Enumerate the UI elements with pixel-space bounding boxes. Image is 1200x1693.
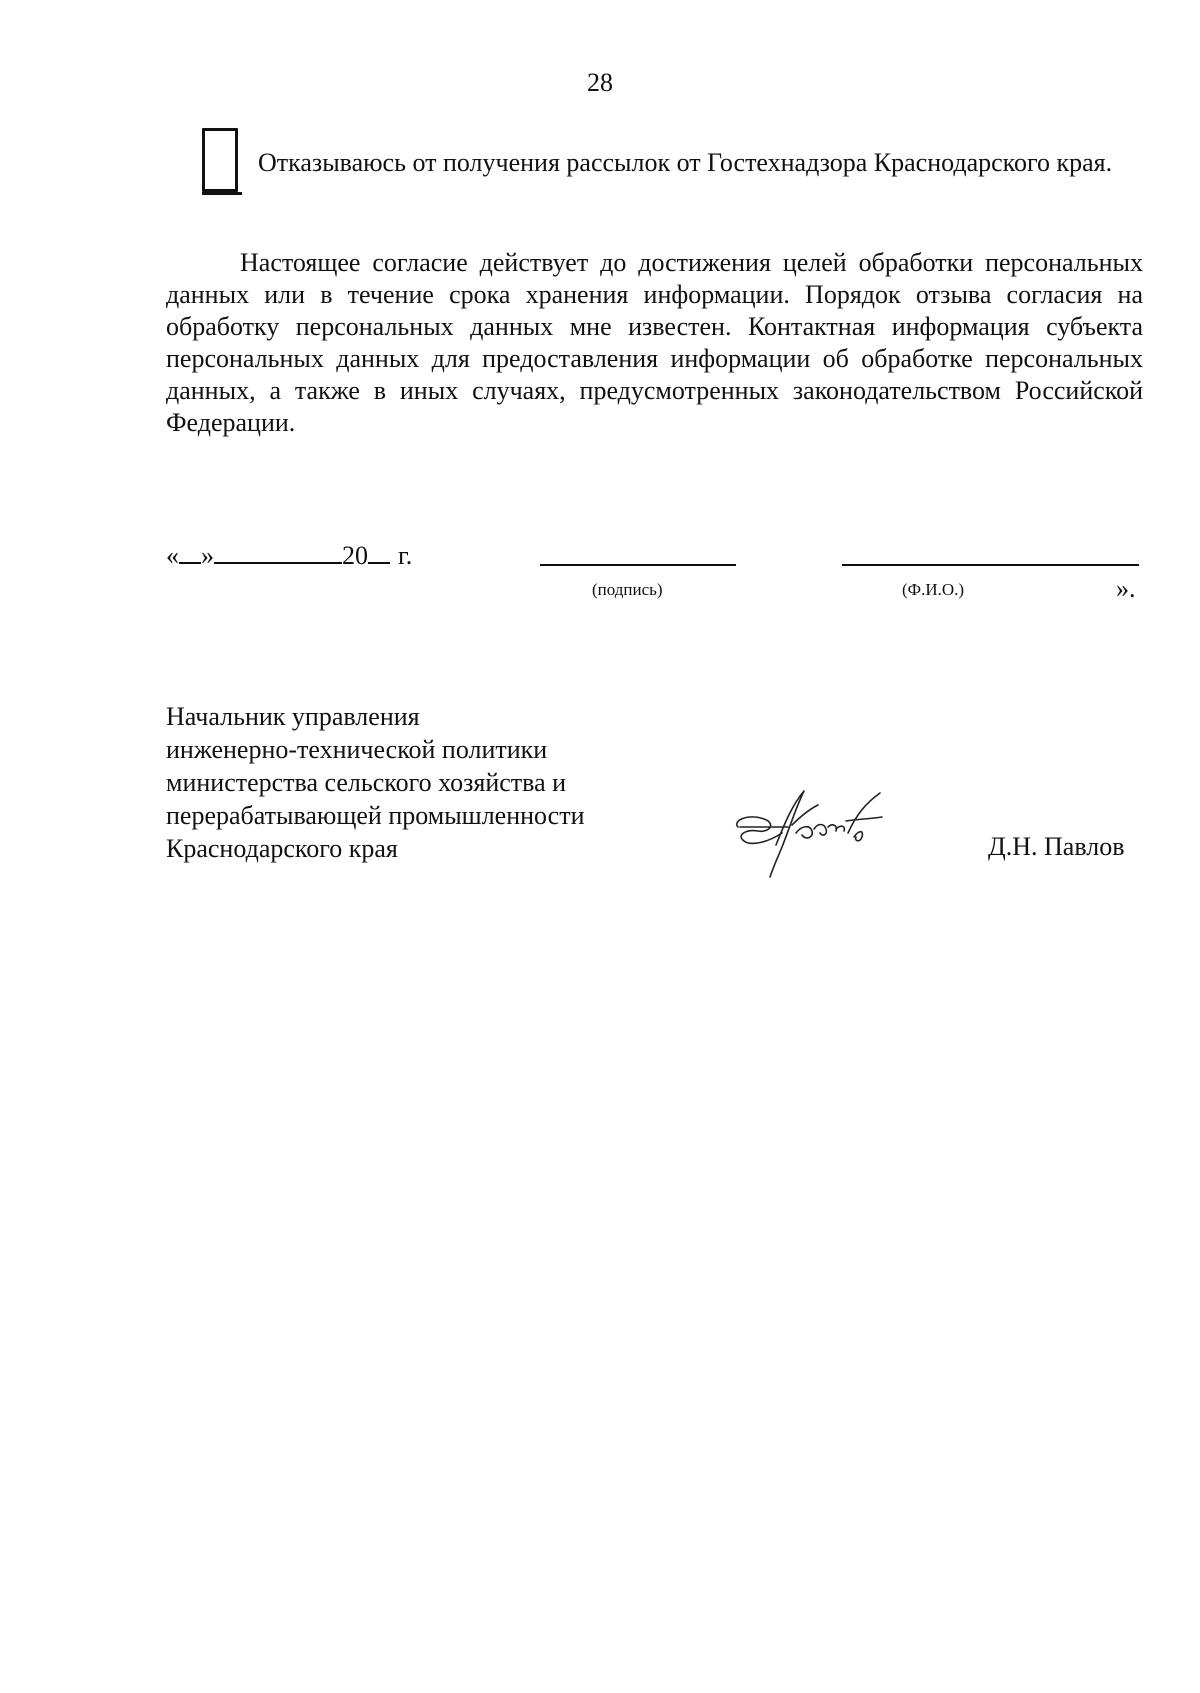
month-blank[interactable]	[214, 536, 342, 564]
official-title-line: инженерно-технической политики	[166, 735, 548, 764]
official-name: Д.Н. Павлов	[988, 832, 1125, 861]
fio-line[interactable]	[842, 564, 1139, 566]
closing-quote: ».	[1116, 574, 1136, 603]
opt-out-section	[202, 128, 1142, 208]
official-title	[166, 700, 686, 865]
date-field	[166, 536, 412, 571]
year-suffix: г.	[398, 541, 413, 570]
year-blank[interactable]	[368, 536, 390, 564]
official-title-line: Начальник управления	[166, 702, 420, 731]
page-number: 28	[587, 68, 613, 97]
official-title-line: перерабатывающей промышленности	[166, 801, 585, 830]
opt-out-checkbox[interactable]	[202, 128, 238, 192]
official-title-line: Краснодарского края	[166, 834, 398, 863]
day-blank[interactable]	[179, 536, 201, 564]
official-title-line: министерства сельского хозяйства и	[166, 768, 567, 797]
year-prefix: 20	[342, 541, 368, 570]
fio-caption: (Ф.И.О.)	[902, 580, 965, 599]
date-open-quote: «	[166, 541, 179, 570]
signature-line[interactable]	[540, 564, 736, 566]
date-close-quote: »	[201, 541, 214, 570]
opt-out-text: Отказываюсь от получения рассылок от Гостехнадзора Краснодарского края.	[258, 148, 1113, 177]
consent-paragraph: Настоящее согласие действует до достижения целей обработки персональных данных или в течение срока хранения информации. Порядок отзыва согласия на обработку персональных данных мне известен. Контактная информация субъекта персональных данных для предоставления информации об обработке персональных данных, а также в иных случаях, предусмотренных законодательством Российской Федерации.	[166, 248, 1143, 437]
signature-caption: (подпись)	[592, 580, 663, 599]
handwritten-signature	[730, 785, 900, 885]
